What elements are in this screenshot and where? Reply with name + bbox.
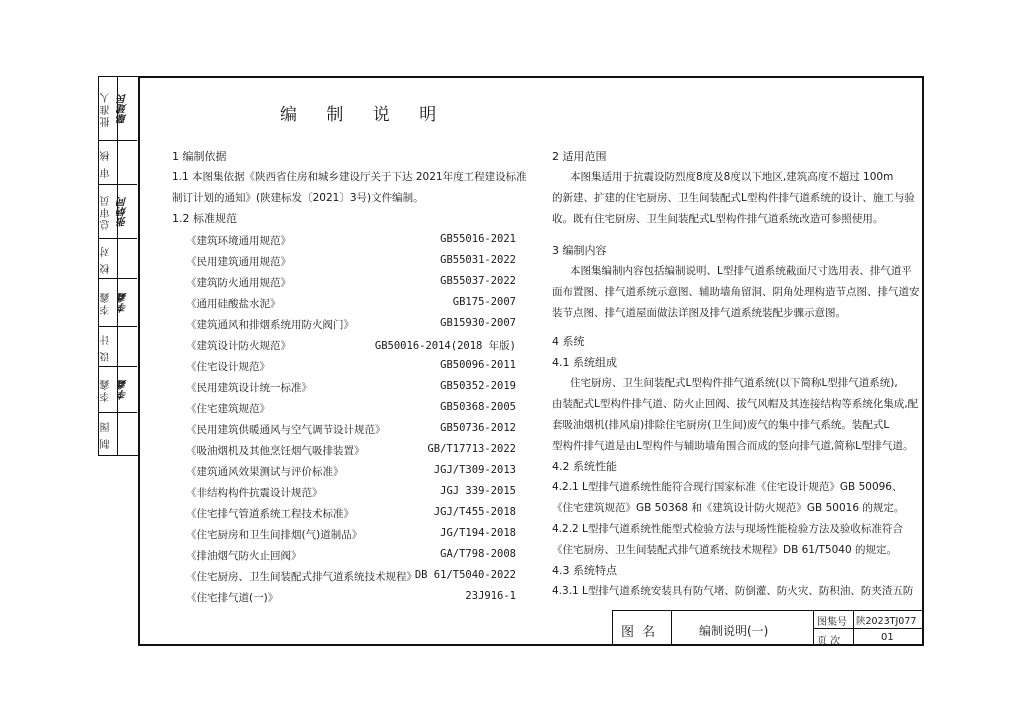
standard-name: 《住宅排气道(一)》 bbox=[186, 592, 279, 604]
atlas-no: 陕2023TJ077 bbox=[856, 616, 917, 627]
section-2-line: 收。既有住宅厨房、卫生间装配式L型构件排气道系统改造可参照使用。 bbox=[552, 213, 884, 225]
section-2-title: 2 适用范围 bbox=[552, 150, 607, 163]
standard-code: DB 61/T5040-2022 bbox=[414, 569, 516, 581]
standard-name: 《住宅厨房、卫生间装配式排气道系统技术规程》 bbox=[186, 571, 417, 583]
strip-label: 校 对 bbox=[101, 244, 112, 274]
section-3-line: 面布置图、排气道系统示意图、辅助墙角留洞、阴角处理构造节点图、排气道安 bbox=[552, 286, 920, 298]
page-title: 编 制 说 明 bbox=[280, 105, 449, 125]
strip-cell-review bbox=[99, 141, 137, 185]
standard-name: 《建筑通风和排烟系统用防火阀门》 bbox=[186, 319, 354, 331]
signature: 李鑫 bbox=[118, 380, 129, 400]
tb-row-divider bbox=[813, 628, 924, 629]
standard-code: JGJ 339-2015 bbox=[440, 485, 516, 497]
standard-name: 《民用建筑设计统一标准》 bbox=[186, 382, 312, 394]
standard-code: GB55037-2022 bbox=[440, 275, 516, 287]
strip-label: 设 计 bbox=[101, 332, 112, 362]
strip-cell-name-1 bbox=[99, 279, 137, 327]
label-page-no: 页 次 bbox=[817, 636, 841, 647]
standard-name: 《住宅排气管道系统工程技术标准》 bbox=[186, 508, 354, 520]
standard-name: 《排油烟气防火止回阀》 bbox=[186, 550, 302, 562]
section-4-2-title: 4.2 系统性能 bbox=[552, 460, 617, 473]
standard-name: 《民用建筑通用规范》 bbox=[186, 256, 291, 268]
strip-cell-approver bbox=[99, 77, 137, 141]
standard-code: GB50016-2014(2018 年版) bbox=[374, 340, 516, 352]
standard-code: GA/T798-2008 bbox=[440, 548, 516, 560]
section-4-1-line: 住宅厨房、卫生间装配式L型构件排气道系统(以下简称L型排气道系统), bbox=[570, 377, 898, 389]
strip-label: 李鑫 bbox=[101, 378, 112, 402]
standard-name: 《住宅建筑规范》 bbox=[186, 403, 270, 415]
section-4-1-line: 型构件排气道是由L型构件与辅助墙角围合而成的竖向排气道,简称L型排气道。 bbox=[552, 440, 914, 452]
strip-cell-design bbox=[99, 327, 137, 367]
signature: 张炳同 bbox=[118, 197, 129, 227]
strip-label: 审 核 bbox=[101, 148, 112, 178]
strip-label: 批准人 bbox=[101, 91, 112, 127]
section-3-line: 装节点图、排气道屋面做法详图及排气道系统装配步骤示意图。 bbox=[552, 307, 846, 319]
standard-code: JG/T194-2018 bbox=[440, 527, 516, 539]
section-2-line: 本图集适用于抗震设防烈度8度及8度以下地区,建筑高度不超过 100m bbox=[570, 171, 894, 183]
section-4-1-line: 由装配式L型构件排气道、防火止回阀、拔气风帽及其连接结构等系统化集成,配 bbox=[552, 398, 919, 410]
page-no: 01 bbox=[881, 632, 894, 643]
signature-strip bbox=[98, 76, 138, 456]
standard-code: GB50736-2012 bbox=[440, 422, 516, 434]
standard-name: 《住宅厨房和卫生间排烟(气)道制品》 bbox=[186, 529, 363, 541]
standard-code: GB/T17713-2022 bbox=[427, 443, 516, 455]
drawing-name: 编制说明(一) bbox=[699, 624, 769, 638]
label-drawing-name: 图 名 bbox=[621, 625, 658, 640]
section-2-line: 的新建、扩建的住宅厨房、卫生间装配式L型构件排气道系统的设计、施工与验 bbox=[552, 192, 915, 204]
standard-name: 《吸油烟机及其他烹饪烟气吸排装置》 bbox=[186, 445, 365, 457]
standard-name: 《建筑设计防火规范》 bbox=[186, 340, 291, 352]
strip-label: 制 图 bbox=[101, 419, 112, 449]
section-1-2-title: 1.2 标准规范 bbox=[172, 212, 237, 225]
standard-code: 23J916-1 bbox=[465, 590, 516, 602]
section-1-1-line: 制订计划的通知》(陕建标发〔2021〕3号)文件编制。 bbox=[172, 192, 424, 204]
section-4-2-line: 《住宅厨房、卫生间装配式排气道系统技术规程》DB 61/T5040 的规定。 bbox=[552, 544, 897, 556]
strip-cell-name-2 bbox=[99, 367, 137, 413]
section-4-3-title: 4.3 系统特点 bbox=[552, 564, 617, 577]
standard-code: GB15930-2007 bbox=[440, 317, 516, 329]
signature: 鄢建民 bbox=[118, 94, 129, 124]
tb-divider bbox=[853, 611, 854, 646]
standard-code: JGJ/T309-2013 bbox=[433, 464, 516, 476]
standard-code: JGJ/T455-2018 bbox=[433, 506, 516, 518]
standard-code: GB50096-2011 bbox=[440, 359, 516, 371]
strip-cell-proofread bbox=[99, 239, 137, 279]
title-block bbox=[612, 610, 924, 646]
standard-code: GB50352-2019 bbox=[440, 380, 516, 392]
section-4-2-line: 4.2.2 L型排气道系统性能型式检验方法与现场性能检验方法及验收标准符合 bbox=[552, 523, 903, 535]
strip-cell-drafting bbox=[99, 413, 137, 455]
standard-code: GB175-2007 bbox=[452, 296, 516, 308]
tb-divider bbox=[671, 611, 672, 646]
section-3-title: 3 编制内容 bbox=[552, 244, 607, 257]
standard-code: GB55016-2021 bbox=[440, 233, 516, 245]
section-4-2-line: 4.2.1 L型排气道系统性能符合现行国家标准《住宅设计规范》GB 50096、 bbox=[552, 481, 903, 493]
section-1-title: 1 编制依据 bbox=[172, 150, 227, 163]
strip-label: 总审员 bbox=[101, 194, 112, 230]
standard-name: 《建筑通风效果测试与评价标准》 bbox=[186, 466, 344, 478]
signature: 李鑫 bbox=[118, 293, 129, 313]
standard-code: GB50368-2005 bbox=[440, 401, 516, 413]
section-1-1-line: 1.1 本图集依据《陕西省住房和城乡建设厅关于下达 2021年度工程建设标准 bbox=[172, 171, 527, 183]
section-4-title: 4 系统 bbox=[552, 335, 585, 348]
section-4-1-line: 套吸油烟机(排风扇)排除住宅厨房(卫生间)废气的集中排气系统。装配式L bbox=[552, 419, 890, 431]
section-4-1-title: 4.1 系统组成 bbox=[552, 356, 617, 369]
standard-name: 《建筑防火通用规范》 bbox=[186, 277, 291, 289]
section-4-3-line: 4.3.1 L型排气道系统安装具有防气堵、防倒灌、防火灾、防积油、防夹渣五防 bbox=[552, 585, 914, 597]
strip-cell-chief-reviewer bbox=[99, 185, 137, 239]
section-4-2-line: 《住宅建筑规范》GB 50368 和《建筑设计防火规范》GB 50016 的规定。 bbox=[552, 502, 905, 514]
standard-name: 《建筑环境通用规范》 bbox=[186, 235, 291, 247]
strip-label: 李鑫 bbox=[101, 291, 112, 315]
standard-name: 《民用建筑供暖通风与空气调节设计规范》 bbox=[186, 424, 386, 436]
standard-code: GB55031-2022 bbox=[440, 254, 516, 266]
section-3-line: 本图集编制内容包括编制说明、L型排气道系统截面尺寸选用表、排气道平 bbox=[570, 265, 912, 277]
standard-name: 《住宅设计规范》 bbox=[186, 361, 270, 373]
label-atlas-no: 图集号 bbox=[817, 617, 847, 628]
standard-name: 《非结构构件抗震设计规范》 bbox=[186, 487, 323, 499]
standard-name: 《通用硅酸盐水泥》 bbox=[186, 298, 281, 310]
